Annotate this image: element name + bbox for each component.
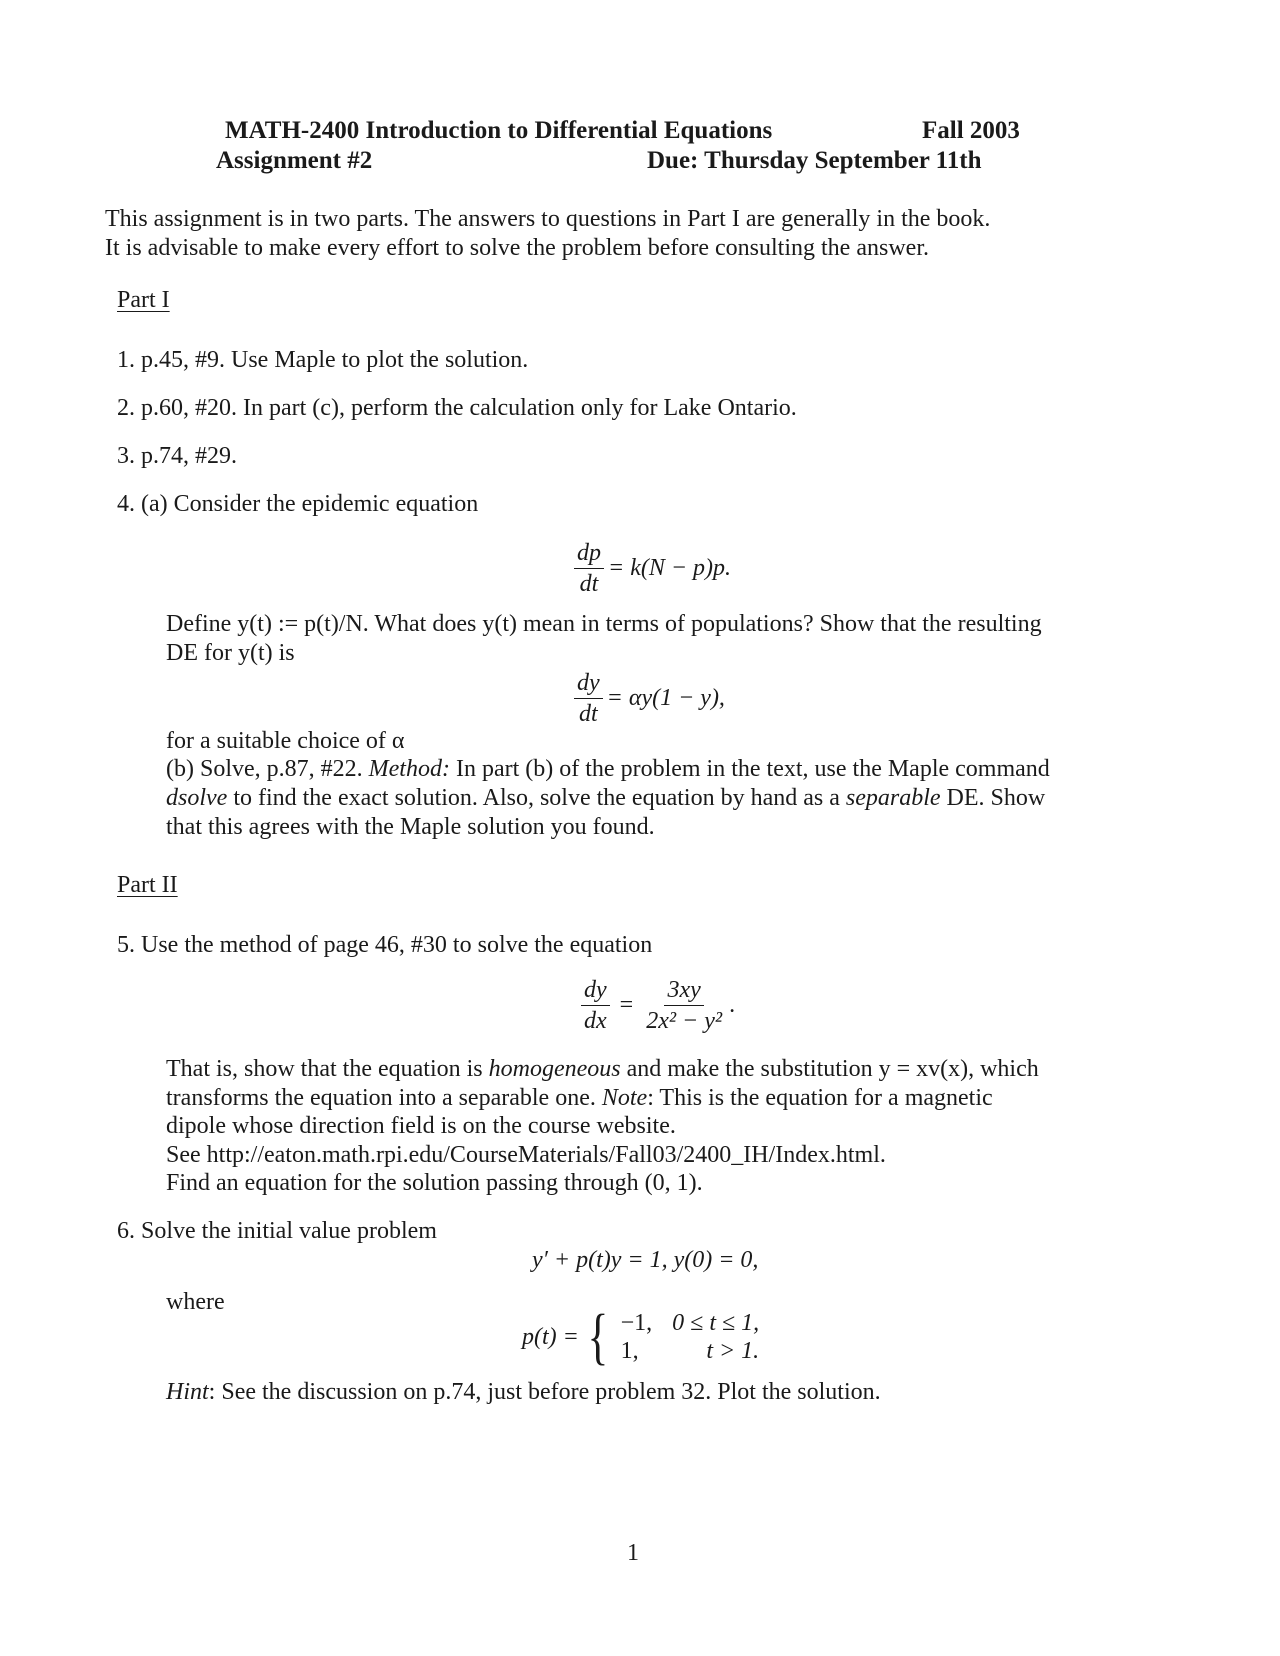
eq1-denominator: dt: [579, 571, 599, 597]
q5-homogeneous: homogeneous: [488, 1056, 621, 1082]
piecewise-cases: [621, 1309, 760, 1365]
define-line-2: DE for y(t) is: [166, 640, 295, 666]
question-1: 1. p.45, #9. Use Maple to plot the solution.: [117, 347, 529, 373]
case-2-value: 1,: [620, 1338, 639, 1364]
eq3-numerator: dy: [581, 977, 610, 1006]
page-number: 1: [627, 1540, 639, 1566]
p-lhs: p(t) =: [522, 1323, 579, 1350]
question-4a-intro: 4. (a) Consider the epidemic equation: [117, 491, 479, 517]
intro-line-2: It is advisable to make every effort to solve the problem before consulting the answer.: [105, 235, 929, 261]
q4b-method-label: Method:: [368, 756, 450, 782]
question-4b-line-3: that this agrees with the Maple solution you found.: [166, 814, 655, 840]
assignment-number: Assignment #2: [216, 147, 373, 174]
eq3-period: .: [729, 992, 736, 1018]
eq3-denominator: dx: [584, 1008, 607, 1034]
course-website-link[interactable]: See http://eaton.math.rpi.edu/CourseMaterials/Fall03/2400_IH/Index.html.: [166, 1142, 886, 1168]
where-label: where: [166, 1289, 225, 1315]
part-2-heading: Part II: [117, 872, 178, 898]
define-line-1: Define y(t) := p(t)/N. What does y(t) mean in terms of populations? Show that the resulting: [166, 611, 1042, 637]
question-5-line-3: dipole whose direction field is on the course website.: [166, 1113, 676, 1139]
logistic-equation: [570, 670, 725, 727]
q4b-mid: to find the exact solution. Also, solve the equation by hand as a: [233, 785, 840, 811]
q4b-method-text: In part (b) of the problem in the text, use the Maple command: [455, 756, 1050, 782]
eq3-rhs-numerator: 3xy: [664, 977, 703, 1006]
hint-text: : See the discussion on p.74, just before problem 32. Plot the solution.: [208, 1379, 881, 1405]
term: Fall 2003: [922, 117, 1020, 144]
question-6-hint: [166, 1377, 881, 1407]
question-5-intro: 5. Use the method of page 46, #30 to solve the equation: [117, 932, 653, 958]
question-5-line-2: [166, 1083, 993, 1113]
dipole-equation: [577, 977, 735, 1034]
question-6-intro: 6. Solve the initial value problem: [117, 1218, 437, 1244]
eq3-equals: =: [619, 992, 634, 1018]
course-title: MATH-2400 Introduction to Differential Equations: [225, 117, 773, 144]
eq2-numerator: dy: [574, 670, 603, 699]
q4b-dsolve: dsolve: [166, 785, 228, 811]
question-2: 2. p.60, #20. In part (c), perform the calculation only for Lake Ontario.: [117, 395, 797, 421]
hint-label: Hint: [166, 1379, 209, 1405]
q4b-show: DE. Show: [946, 785, 1046, 811]
q4b-solve: (b) Solve, p.87, #22.: [166, 756, 363, 782]
initial-value-problem: y′ + p(t)y = 1, y(0) = 0,: [532, 1247, 759, 1273]
case-1-condition: 0 ≤ t ≤ 1,: [672, 1310, 760, 1336]
epidemic-equation: [570, 540, 731, 597]
eq2-denominator: dt: [578, 701, 598, 727]
q5-l2-pre: transforms the equation into a separable one.: [166, 1085, 596, 1111]
piecewise-p: [522, 1303, 760, 1371]
q5-l1-post: and make the substitution y = xv(x), which: [626, 1056, 1039, 1082]
alpha-line: for a suitable choice of α: [166, 728, 405, 754]
eq2-rhs: = αy(1 − y),: [606, 685, 725, 711]
intro-line-1: This assignment is in two parts. The answers to questions in Part I are generally in the book.: [105, 206, 991, 232]
q5-l1-pre: That is, show that the equation is: [166, 1056, 483, 1082]
question-5-line-5: Find an equation for the solution passing through (0, 1).: [166, 1170, 703, 1196]
eq1-numerator: dp: [574, 540, 604, 569]
part-1-heading: Part I: [117, 287, 170, 313]
question-3: 3. p.74, #29.: [117, 443, 237, 469]
q5-note: Note: [601, 1085, 648, 1111]
question-5-line-1: [166, 1054, 1039, 1084]
q4b-separable: separable: [845, 785, 941, 811]
case-1-value: −1,: [620, 1310, 653, 1336]
question-4b-line-1: [166, 754, 1050, 784]
case-2-condition: t > 1.: [706, 1338, 760, 1364]
q5-l2-post: : This is the equation for a magnetic: [647, 1085, 993, 1111]
left-brace: {: [587, 1303, 609, 1371]
due-date: Due: Thursday September 11th: [647, 147, 982, 174]
eq1-rhs: = k(N − p)p.: [608, 555, 732, 581]
eq3-rhs-denominator: 2x² − y²: [646, 1008, 723, 1034]
question-4b-line-2: [166, 783, 1045, 813]
